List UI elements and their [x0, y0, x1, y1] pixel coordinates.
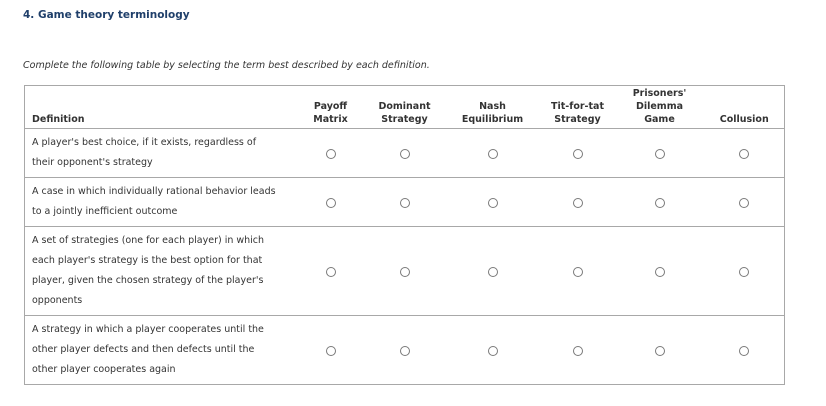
- header-line: Strategy: [381, 114, 428, 125]
- answer-cell: [541, 227, 615, 316]
- column-header-payoff-matrix: [297, 86, 365, 129]
- radio-nash-equilibrium[interactable]: [488, 267, 498, 277]
- header-line: Payoff: [313, 101, 348, 112]
- radio-nash-equilibrium[interactable]: [488, 149, 498, 159]
- radio-collusion[interactable]: [739, 267, 749, 277]
- table-row: [25, 227, 785, 316]
- answer-cell: [445, 129, 541, 178]
- radio-tit-for-tat-strategy[interactable]: [573, 149, 583, 159]
- header-line: Dilemma: [635, 101, 684, 112]
- header-line: Dominant: [378, 101, 431, 112]
- definition-cell: [25, 178, 297, 227]
- answer-cell: [445, 227, 541, 316]
- answer-cell: [365, 178, 445, 227]
- definition-line: each player's strategy is the best option for that: [32, 255, 263, 266]
- radio-tit-for-tat-strategy[interactable]: [573, 346, 583, 356]
- radio-prisoners-dilemma-game[interactable]: [655, 267, 665, 277]
- header-line: Tit-for-tat: [550, 101, 604, 112]
- answer-cell: [541, 178, 615, 227]
- answer-cell: [705, 178, 785, 227]
- answer-cell: [541, 129, 615, 178]
- definition-line: player, given the chosen strategy of the player's: [32, 275, 264, 286]
- radio-collusion[interactable]: [739, 149, 749, 159]
- definition-line: A case in which individually rational behavior leads: [32, 186, 276, 197]
- header-line: Collusion: [719, 114, 769, 125]
- radio-payoff-matrix[interactable]: [326, 198, 336, 208]
- column-header-prisoners-dilemma-game: [615, 86, 705, 129]
- definition-cell: [25, 129, 297, 178]
- answer-cell: [297, 178, 365, 227]
- radio-nash-equilibrium[interactable]: [488, 346, 498, 356]
- answer-cell: [541, 316, 615, 385]
- radio-nash-equilibrium[interactable]: [488, 198, 498, 208]
- radio-dominant-strategy[interactable]: [400, 149, 410, 159]
- answer-cell: [615, 178, 705, 227]
- definition-header: Definition: [25, 86, 297, 129]
- radio-payoff-matrix[interactable]: [326, 346, 336, 356]
- answer-cell: [615, 227, 705, 316]
- answer-cell: [365, 316, 445, 385]
- definition-line: other player cooperates again: [32, 364, 176, 375]
- definition-cell: [25, 316, 297, 385]
- radio-prisoners-dilemma-game[interactable]: [655, 198, 665, 208]
- radio-collusion[interactable]: [739, 198, 749, 208]
- radio-dominant-strategy[interactable]: [400, 346, 410, 356]
- radio-dominant-strategy[interactable]: [400, 198, 410, 208]
- definition-line: to a jointly inefficient outcome: [32, 206, 178, 217]
- radio-payoff-matrix[interactable]: [326, 267, 336, 277]
- radio-collusion[interactable]: [739, 346, 749, 356]
- instruction-text: Complete the following table by selecting the term best described by each definition.: [23, 60, 430, 71]
- header-line: Matrix: [313, 114, 348, 125]
- table-row: [25, 178, 785, 227]
- answer-cell: [705, 227, 785, 316]
- column-header-collusion: [705, 86, 785, 129]
- column-header-nash-equilibrium: [445, 86, 541, 129]
- radio-tit-for-tat-strategy[interactable]: [573, 198, 583, 208]
- answer-cell: [445, 316, 541, 385]
- header-line: Game: [644, 114, 675, 125]
- answer-cell: [365, 227, 445, 316]
- radio-prisoners-dilemma-game[interactable]: [655, 149, 665, 159]
- question-title: 4. Game theory terminology: [23, 9, 190, 21]
- answer-cell: [615, 129, 705, 178]
- table-row: [25, 316, 785, 385]
- definition-line: A player's best choice, if it exists, regardless of: [32, 137, 257, 148]
- header-line: Strategy: [554, 114, 601, 125]
- table-row: [25, 129, 785, 178]
- radio-dominant-strategy[interactable]: [400, 267, 410, 277]
- answer-cell: [297, 129, 365, 178]
- answer-cell: [365, 129, 445, 178]
- answer-cell: [445, 178, 541, 227]
- header-line: Nash: [479, 101, 506, 112]
- column-header-tit-for-tat-strategy: [541, 86, 615, 129]
- answer-cell: [297, 316, 365, 385]
- definition-line: their opponent's strategy: [32, 157, 153, 168]
- terminology-table: [24, 85, 785, 385]
- radio-payoff-matrix[interactable]: [326, 149, 336, 159]
- answer-cell: [297, 227, 365, 316]
- definition-line: opponents: [32, 295, 83, 306]
- radio-prisoners-dilemma-game[interactable]: [655, 346, 665, 356]
- definition-line: A strategy in which a player cooperates until the: [32, 324, 264, 335]
- answer-cell: [615, 316, 705, 385]
- definition-line: other player defects and then defects until the: [32, 344, 255, 355]
- definition-cell: [25, 227, 297, 316]
- header-line: Prisoners': [632, 88, 687, 99]
- answer-cell: [705, 129, 785, 178]
- radio-tit-for-tat-strategy[interactable]: [573, 267, 583, 277]
- header-row: [25, 86, 785, 129]
- definition-line: A set of strategies (one for each player) in which: [32, 235, 265, 246]
- header-line: Equilibrium: [461, 114, 524, 125]
- column-header-dominant-strategy: [365, 86, 445, 129]
- answer-cell: [705, 316, 785, 385]
